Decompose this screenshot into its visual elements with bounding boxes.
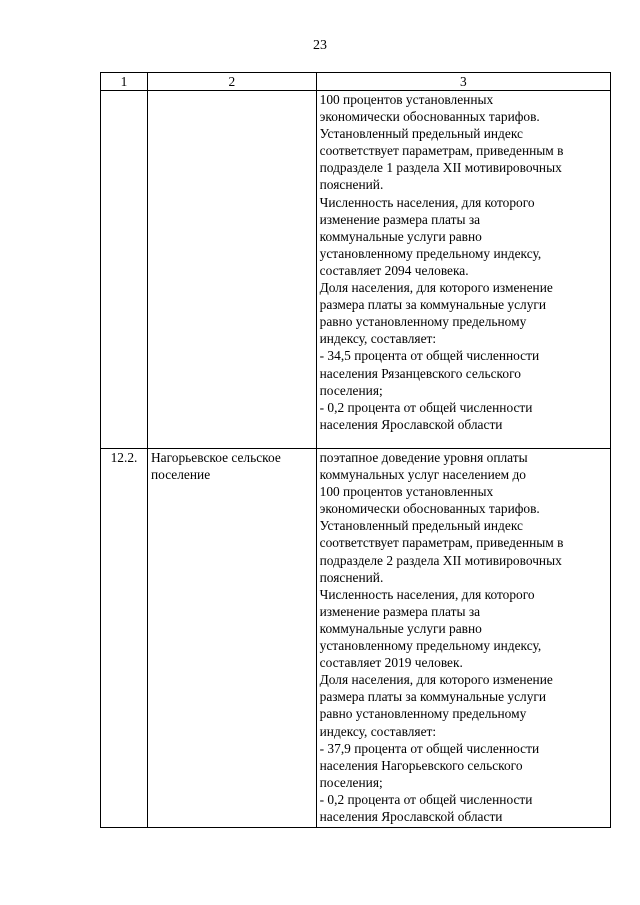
tariff-table <box>100 72 611 828</box>
text-line: индексу, составляет: <box>319 331 437 347</box>
text-line: населения Ярославской области <box>319 808 503 824</box>
text-line: поэтапное доведение уровня оплаты <box>319 450 528 465</box>
text-line: коммунальные услуги равно <box>319 228 482 244</box>
text-line: установленному предельному индексу, <box>319 638 542 654</box>
text-line: подразделе 1 раздела XII мотивировочных <box>319 160 562 176</box>
text-line: 100 процентов установленных <box>319 484 494 500</box>
column-header: 1 <box>101 73 148 91</box>
row-number-cell <box>101 91 148 449</box>
text-line: 100 процентов установленных <box>319 92 494 107</box>
text-line: поселение <box>151 467 211 483</box>
text-line: коммунальные услуги равно <box>319 620 482 636</box>
text-line: населения Нагорьевского сельского <box>319 757 523 773</box>
settlement-name-cell <box>148 91 317 449</box>
table-row <box>101 91 611 449</box>
table-header-row <box>101 73 611 91</box>
text-line: экономически обоснованных тарифов. <box>319 109 540 125</box>
text-line: составляет 2019 человек. <box>319 655 463 671</box>
text-line: соответствует параметрам, приведенным в <box>319 535 564 551</box>
text-line: Доля населения, для которого изменение <box>319 280 553 296</box>
text-line: поселения; <box>319 774 383 790</box>
settlement-name-cell <box>148 449 317 828</box>
description-cell <box>316 449 610 828</box>
text-line: размера платы за коммунальные услуги <box>319 689 547 705</box>
text-line: составляет 2094 человека. <box>319 262 469 278</box>
page-number: 23 <box>313 38 327 53</box>
text-line: пояснений. <box>319 569 384 585</box>
row-number-cell: 12.2. <box>101 449 148 828</box>
text-line: соответствует параметрам, приведенным в <box>319 143 564 159</box>
text-line: пояснений. <box>319 177 384 193</box>
text-line: экономически обоснованных тарифов. <box>319 501 540 517</box>
text-line: размера платы за коммунальные услуги <box>319 297 547 313</box>
text-line: Численность населения, для которого <box>319 586 535 602</box>
text-line: изменение размера платы за <box>319 211 481 227</box>
text-line: - 0,2 процента от общей численности <box>319 791 533 807</box>
text-line: населения Ярославской области <box>319 416 503 432</box>
column-header: 3 <box>316 73 610 91</box>
text-line: изменение размера платы за <box>319 603 481 619</box>
text-line: - 34,5 процента от общей численности <box>319 348 540 364</box>
text-line: установленному предельному индексу, <box>319 245 542 261</box>
text-line: Численность населения, для которого <box>319 194 535 210</box>
text-line: Установленный предельный индекс <box>319 518 523 534</box>
text-line: поселения; <box>319 382 383 398</box>
text-line: Доля населения, для которого изменение <box>319 672 553 688</box>
text-line: - 37,9 процента от общей численности <box>319 740 540 756</box>
text-line: подразделе 2 раздела XII мотивировочных <box>319 552 562 568</box>
text-line: Нагорьевское сельское <box>151 450 281 465</box>
text-line: населения Рязанцевского сельского <box>319 365 521 381</box>
text-line: равно установленному предельному <box>319 314 527 330</box>
description-cell <box>316 91 610 449</box>
table-row <box>101 449 611 828</box>
column-header: 2 <box>148 73 317 91</box>
text-line: Установленный предельный индекс <box>319 126 523 142</box>
text-line: равно установленному предельному <box>319 706 527 722</box>
text-line: индексу, составляет: <box>319 723 437 739</box>
text-line: коммунальных услуг населением до <box>319 467 527 483</box>
text-line: - 0,2 процента от общей численности <box>319 399 533 415</box>
